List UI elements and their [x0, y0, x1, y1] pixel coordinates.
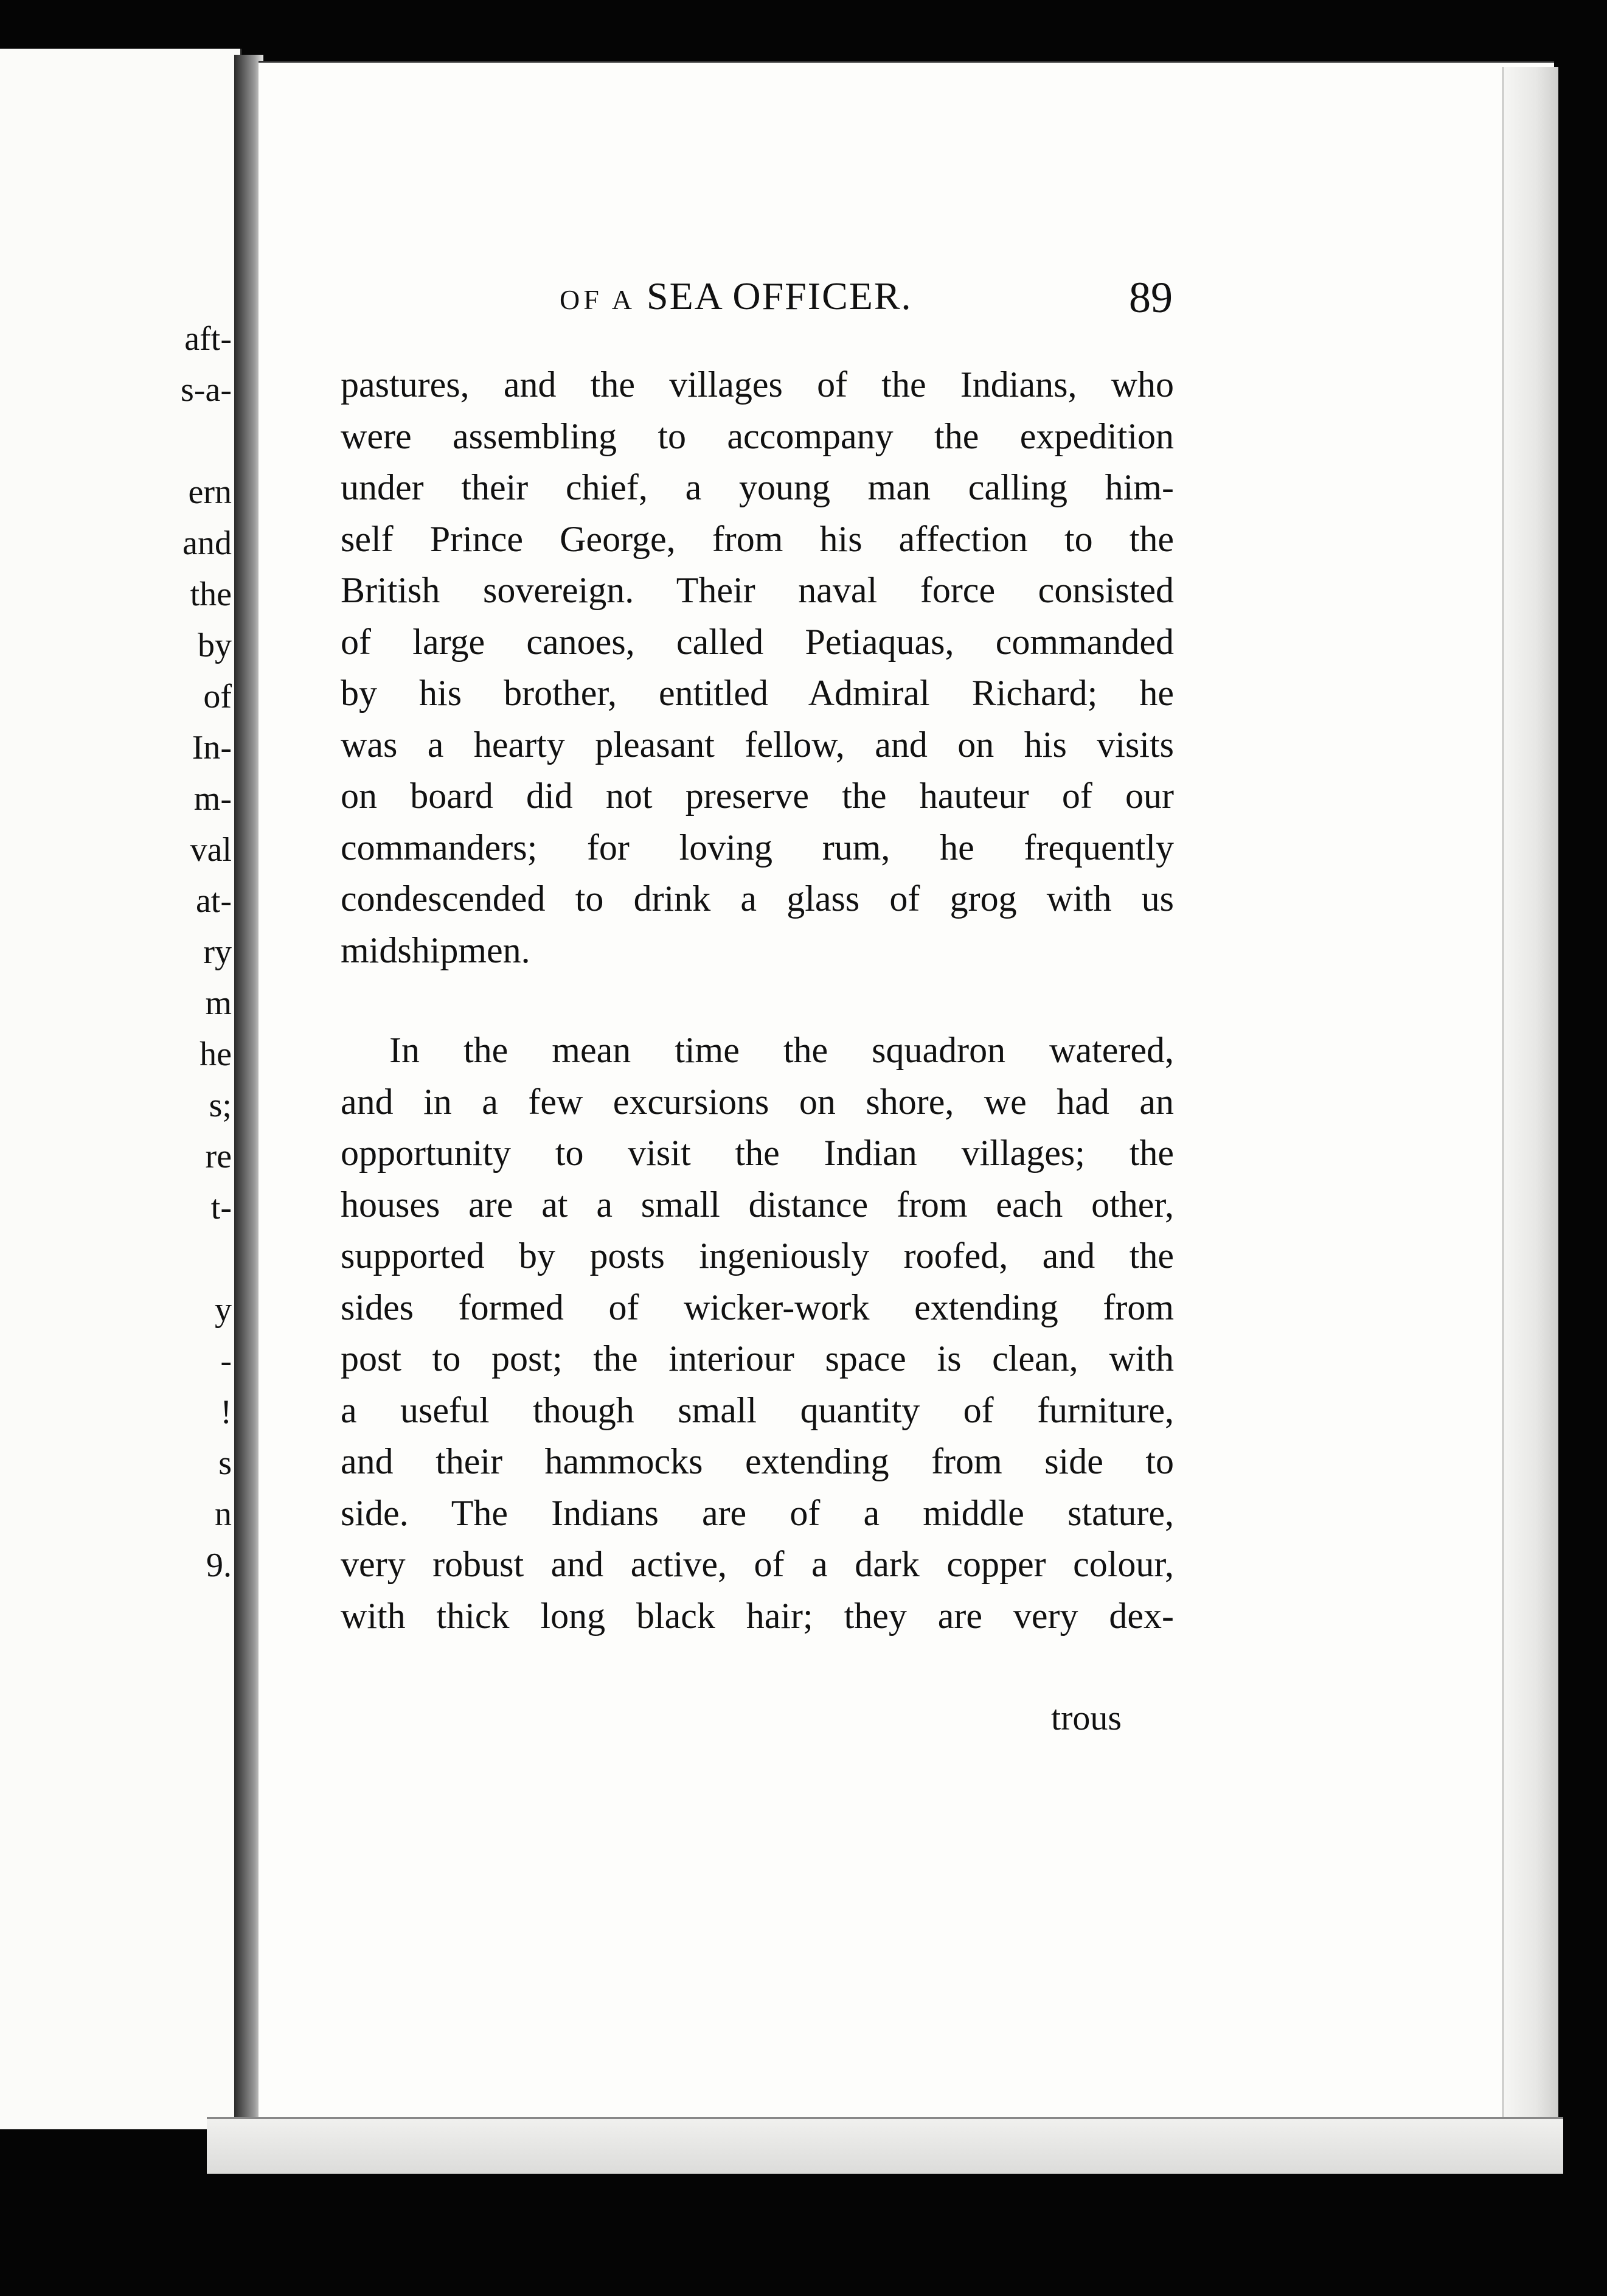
text-line: on board did not preserve the hauteur of our [341, 776, 1174, 816]
left-fragment: and [182, 524, 232, 562]
text-line: and their hammocks extending from side to [341, 1441, 1174, 1481]
text-line: side. The Indians are of a middle stature, [341, 1492, 1174, 1533]
left-fragment: he [200, 1035, 232, 1073]
text-line: by his brother, entitled Admiral Richard; he [341, 673, 1174, 713]
left-fragment: of [203, 678, 232, 715]
text-line: houses are at a small distance from each other, [341, 1184, 1174, 1225]
paragraph-gap [341, 976, 1174, 1025]
text-line: self Prince George, from his affection to the [341, 518, 1174, 559]
left-facing-page [0, 49, 242, 2129]
left-fragment: m- [193, 780, 232, 818]
text-line: was a hearty pleasant fellow, and on his visits [341, 724, 1174, 765]
left-fragment: by [198, 627, 232, 664]
text-line: commanders; for loving rum, he frequently [341, 827, 1174, 868]
left-fragment: ry [203, 933, 232, 971]
text-line: post to post; the interiour space is clean, with [341, 1338, 1174, 1379]
text-line: were assembling to accompany the expedition [341, 416, 1174, 456]
left-fragment: n [215, 1495, 232, 1533]
left-fragment [181, 416, 232, 467]
page-stack-edge-right [1502, 67, 1558, 2148]
left-fragment: re [205, 1138, 232, 1175]
left-fragment: s-a- [181, 371, 232, 409]
left-fragment: In- [192, 729, 232, 767]
left-fragment: t- [210, 1189, 232, 1226]
left-page-text-fragments [181, 313, 232, 1591]
text-line: British sovereign. Their naval force consisted [341, 570, 1174, 610]
left-fragment: at- [195, 882, 232, 920]
left-fragment: ern [188, 473, 232, 511]
left-fragment: 9. [206, 1546, 232, 1584]
text-line: In the mean time the squadron watered, [389, 1030, 1174, 1070]
left-fragment: s [218, 1444, 232, 1482]
body-text [341, 359, 1174, 1641]
page-stack-edge-bottom [207, 2117, 1563, 2174]
text-line: opportunity to visit the Indian villages; the [341, 1133, 1174, 1173]
left-fragment: val [190, 831, 232, 869]
text-line: midshipmen. [341, 930, 530, 970]
text-line: and in a few excursions on shore, we had an [341, 1081, 1174, 1122]
left-fragment: ! [220, 1393, 232, 1431]
paragraph-1 [341, 359, 1174, 976]
text-line: under their chief, a young man calling him- [341, 467, 1174, 507]
text-line: pastures, and the villages of the Indians, who [341, 364, 1174, 405]
left-fragment: aft- [184, 320, 232, 358]
running-head [560, 274, 912, 319]
running-head-title: SEA OFFICER. [646, 274, 912, 318]
text-line: very robust and active, of a dark copper colour, [341, 1544, 1174, 1584]
text-line: with thick long black hair; they are very dex- [341, 1595, 1174, 1636]
paragraph-2 [341, 1025, 1174, 1641]
left-fragment: m [205, 984, 232, 1022]
page-number: 89 [1129, 273, 1173, 322]
left-fragment: y [215, 1291, 232, 1329]
left-fragment: the [190, 576, 232, 613]
text-line: supported by posts ingeniously roofed, and the [341, 1236, 1174, 1276]
left-fragment: - [220, 1342, 232, 1380]
running-head-prefix: OF A [560, 284, 636, 315]
text-line: condescended to drink a glass of grog with us [341, 878, 1174, 919]
left-fragment [181, 1233, 232, 1284]
catchword: trous [1051, 1698, 1122, 1738]
text-line: sides formed of wicker-work extending from [341, 1287, 1174, 1327]
text-line: of large canoes, called Petiaquas, commanded [341, 621, 1174, 662]
left-fragment: s; [209, 1087, 232, 1124]
text-line: a useful though small quantity of furniture, [341, 1390, 1174, 1430]
